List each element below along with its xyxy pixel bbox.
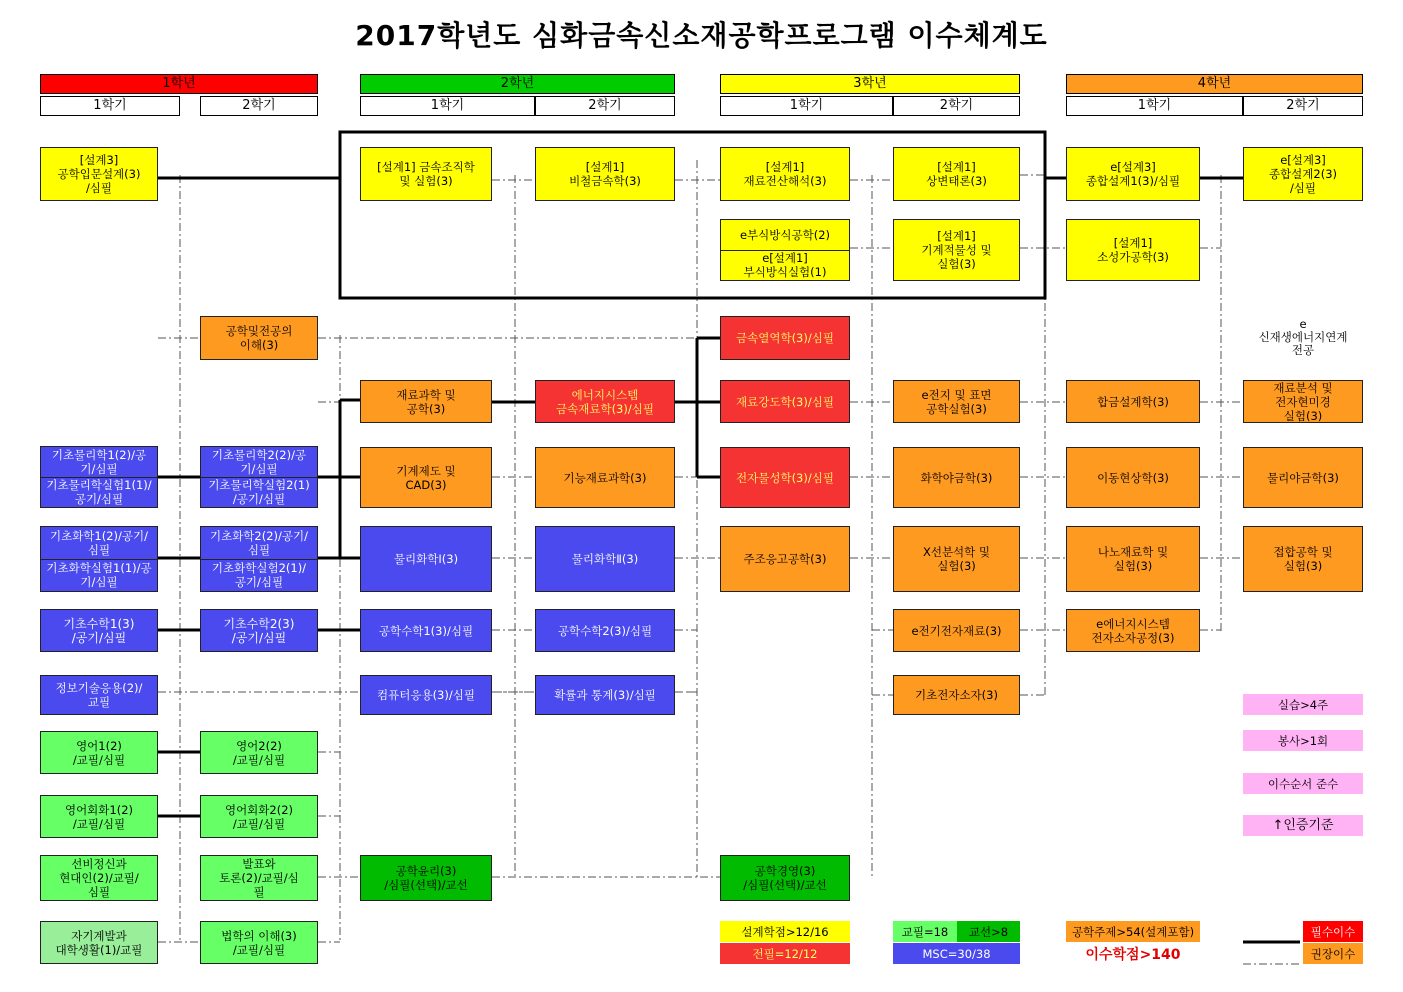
legend-design-credit: 설계학점>12/16 [720,921,850,942]
legend-msc: MSC=30/38 [893,943,1020,964]
course-corrosion-lecture: e부식방식공학(2) [739,227,831,242]
course-device-process: e에너지시스템 전자소자공정(3) [1066,609,1200,652]
course-phase-transformation: [설계1] 상변태론(3) [893,147,1020,201]
note-practice: 실습>4주 [1243,694,1363,715]
page-title: 2017학년도 심화금속신소재공학프로그램 이수체계도 [355,19,1048,52]
sem-header-4-2: 2학기 [1243,96,1363,116]
course-law: 법학의 이해(3) /교필/심필 [200,921,318,964]
course-chemistry-2-lab: 기초화학실험2(1)/ 공기/심필 [201,559,317,592]
sem-header-3-1: 1학기 [720,96,893,116]
course-transport-phenomena: 이동현상학(3) [1066,447,1200,508]
legend-major-required: 전필=12/12 [720,943,850,964]
course-physics-2-lab: 기초물리학실험2(1) /공기/심필 [201,477,317,508]
course-eng-math-2: 공학수학2(3)/심필 [535,609,675,652]
course-functional-materials: 기능재료과학(3) [535,447,675,508]
course-intro-design: [설계3] 공학입문설계(3) /심필 [40,147,158,201]
year-header-1: 1학년 [40,74,318,94]
legend-required: 필수이수 [1303,921,1363,942]
course-joining: 접합공학 및 실험(3) [1243,526,1363,592]
course-chemistry-2-lecture: 기초화학2(2)/공기/ 심필 [209,528,308,557]
course-math-1: 기초수학1(3) /공기/심필 [40,609,158,652]
course-energy-metals: 에너지시스템 금속재료학(3)/심필 [535,380,675,423]
course-chemistry-1-lab: 기초화학실험1(1)/공 기/심필 [41,559,157,592]
course-drawing-cad: 기계제도 및 CAD(3) [360,447,492,508]
course-casting: 주조응고공학(3) [720,526,850,592]
sem-header-1-2: 2학기 [200,96,318,116]
renewable-track-note: e 신재생에너지연계 전공 [1258,317,1348,357]
course-physics-1-lab: 기초물리학실험1(1)/ 공기/심필 [41,477,157,508]
course-eng-ethics: 공학윤리(3) /심필(선택)/교선 [360,855,492,901]
course-battery-surface: e전지 및 표면 공학실험(3) [893,380,1020,423]
legend-total-credits: 이수학점>140 [1085,946,1181,963]
course-english-1: 영어1(2) /교필/심필 [40,731,158,774]
note-order: 이수순서 준수 [1243,773,1363,794]
sem-header-1-1: 1학기 [40,96,180,116]
course-capstone-1: e[설계3] 종합설계1(3)/심필 [1066,147,1200,201]
course-physical-metallurgy: 물리야금학(3) [1243,447,1363,508]
course-chemistry-1-lecture: 기초화학1(2)/공기/ 심필 [49,528,148,557]
note-service: 봉사>1회 [1243,730,1363,751]
course-chemistry-2 [200,526,318,592]
course-probability-stats: 확률과 통계(3)/심필 [535,675,675,715]
course-plastic-forming: [설계1] 소성가공학(3) [1066,219,1200,281]
course-physics-1 [40,446,158,508]
sem-header-2-2: 2학기 [535,96,675,116]
legend-general-required: 교필=18 [893,921,957,942]
course-physics-2-lecture: 기초물리학2(2)/공 기/심필 [211,447,307,476]
course-physical-chemistry-1: 물리화학Ⅰ(3) [360,526,492,592]
course-materials-science: 재료과학 및 공학(3) [360,380,492,423]
course-presentation: 발표와 토론(2)/교필/심 필 [200,855,318,901]
course-capstone-2: e[설계3] 종합설계2(3) /심필 [1243,147,1363,201]
course-alloy-design: 합금설계학(3) [1066,380,1200,423]
course-physical-chemistry-2: 물리화학Ⅱ(3) [535,526,675,592]
course-material-strength: 재료강도학(3)/심필 [720,380,850,423]
course-physics-2 [200,446,318,508]
course-chemistry-1 [40,526,158,592]
course-conversation-2: 영어회화2(2) /교필/심필 [200,795,318,838]
course-corrosion-lab: e[설계1] 부식방식실험(1) [721,250,849,281]
course-info-tech: 정보기술응용(2)/ 교필 [40,675,158,715]
sem-header-4-1: 1학기 [1066,96,1243,116]
course-computer-app: 컴퓨터응용(3)/심필 [360,675,492,715]
course-conversation-1: 영어회화1(2) /교필/심필 [40,795,158,838]
sem-header-2-1: 1학기 [360,96,535,116]
course-nonferrous: [설계1] 비철금속학(3) [535,147,675,201]
year-header-4: 4학년 [1066,74,1363,94]
note-certification: ↑인증기준 [1243,815,1363,836]
course-seonbi-spirit: 선비정신과 현대인(2)/교필/ 심필 [40,855,158,901]
year-header-2: 2학년 [360,74,675,94]
course-math-2: 기초수학2(3) /공기/심필 [200,609,318,652]
year-header-3: 3학년 [720,74,1020,94]
course-electronic-properties: 전자물성학(3)/심필 [720,447,850,508]
course-xray-analysis: X선분석학 및 실험(3) [893,526,1020,592]
course-english-2: 영어2(2) /교필/심필 [200,731,318,774]
course-eng-management: 공학경영(3) /심필(선택)/교선 [720,855,850,901]
course-electrical-materials: e전기전자재료(3) [893,609,1020,652]
course-metal-thermodynamics: 금속열역학(3)/심필 [720,316,850,360]
course-corrosion [720,219,850,281]
legend-recommended: 권장이수 [1303,943,1363,964]
course-self-development: 자기계발과 대학생활(1)/교필 [40,921,158,964]
sem-header-3-2: 2학기 [893,96,1020,116]
course-metallography: [설계1] 금속조직학 및 실험(3) [360,147,492,201]
course-computational-analysis: [설계1] 재료전산해석(3) [720,147,850,201]
course-material-analysis-tem: 재료분석 및 전자현미경 실험(3) [1243,380,1363,423]
course-basic-electronic-devices: 기초전자소자(3) [893,675,1020,715]
course-physics-1-lecture: 기초물리학1(2)/공 기/심필 [51,447,147,476]
legend-eng-topic: 공학주제>54(설계포함) [1066,921,1200,942]
course-chemical-metallurgy: 화학야금학(3) [893,447,1020,508]
course-eng-math-1: 공학수학1(3)/심필 [360,609,492,652]
course-nanomaterials: 나노재료학 및 실험(3) [1066,526,1200,592]
legend-general-elective: 교선>8 [957,921,1020,942]
course-eng-understanding: 공학및전공의 이해(3) [200,316,318,360]
course-mechanical-properties: [설계1] 기계적물성 및 실험(3) [893,219,1020,281]
